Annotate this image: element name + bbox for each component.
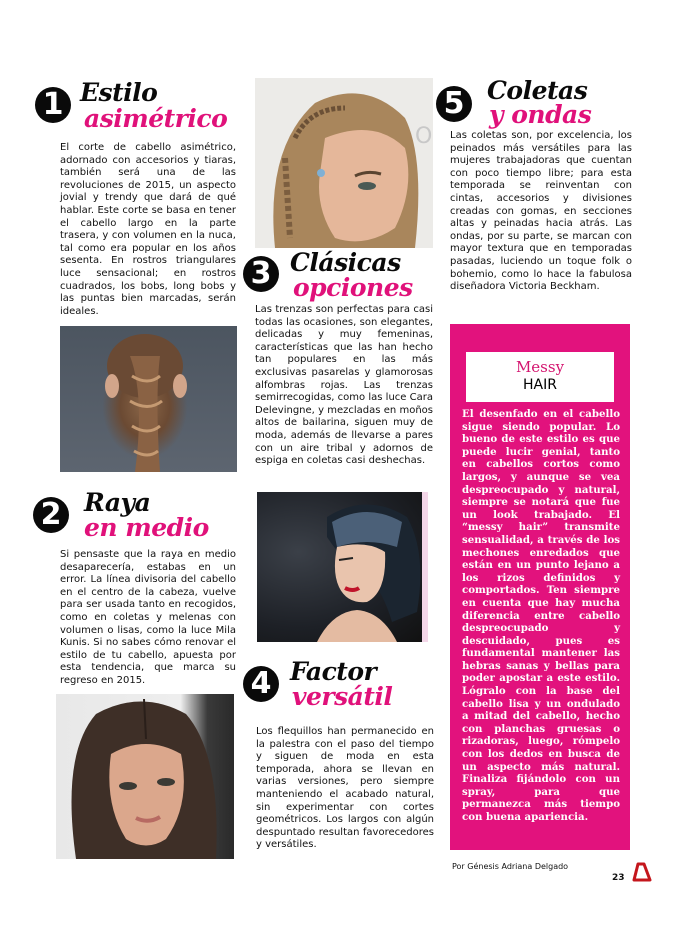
side-braids-illustration-icon bbox=[255, 78, 433, 248]
section-1-title-line1: Estilo bbox=[80, 78, 158, 107]
bob-bangs-illustration-icon bbox=[257, 492, 422, 642]
number-badge-1: 1 bbox=[35, 87, 71, 123]
section-3-body: Las trenzas son perfectas para casi todas las ocasiones, son elegantes, delicadas y muy femeninas, características que las han hecho tan populares en las más exclusivas pasarelas y glamorosas alfombras rojas. Las trenzas semirrecogidas, como las luce Cara Delevingne, y mezcladas en moños altos de bailarina, siguen muy de moda, además de llevarse a pares con un aire tribal y adornos de espiga en coletas casi deshechas. bbox=[255, 304, 433, 467]
section-1-body: El corte de cabello asimétrico, adornado con accesorios y tiaras, también será una de las revoluciones de 2015, un aspecto jovial y trendy que dará de qué hablar. Este corte se basa en tener el cabello largo en la parte trasera, y con volumen en la nuca, tal como era popular en los años sesenta. En rostros triangulares luce sensacional; en rostros cuadrados, los bobs, long bobs y las puntas bien marcadas, serán ideales. bbox=[60, 142, 236, 317]
section-3-title-line2: opciones bbox=[293, 273, 413, 302]
section-4-title-line1: Factor bbox=[290, 657, 377, 686]
photo-side-braids bbox=[255, 78, 433, 248]
section-2-body: Si pensaste que la raya en medio desaparecería, estabas en un error. La línea divisoria del cabello en el centro de la cabeza, vuelve para ser usada tanto en recogidos, como en coletas y melenas con volumen o lisas, como la luce Mila Kunis. Si no sabes cómo renovar el estilo de tu cabello, apuesta por esta tendencia, que marca su regreso en 2015. bbox=[60, 549, 236, 686]
page-number: 23 bbox=[612, 873, 625, 883]
section-5-title-line1: Coletas bbox=[487, 76, 588, 105]
sidebar-body: El desenfado en el cabello sigue siendo popular. Lo bueno de este estilo es que puede lucir genial, tanto en cabellos cortos como largos, y aunque se vea despreocupado y natural, siempre se notará que fue un look trabajado. El “messy hair” transmite sensualidad, a través de los mechones enredados que están en un punto lejano a los rizos definidos y comportados. Ten siempre en cuenta que hay mucha diferencia entre cabello despreocupado y descuidado, pues es fundamental mantener las hebras sanas y bellas para poder apostar a este estilo. Lógralo con la base del cabello lisa y un ondulado a mitad del cabello, hecho con planchas gruesas o rizadoras, luego, rómpelo con los dedos en busca de un aspecto más natural. Finaliza fijándolo con un spray, para que permanezca más tiempo con buena apariencia. bbox=[462, 408, 620, 823]
photo-bob-bangs bbox=[257, 492, 422, 642]
photo-braid-back bbox=[60, 326, 237, 472]
number-badge-4: 4 bbox=[243, 666, 279, 702]
number-badge-2: 2 bbox=[33, 497, 69, 533]
byline: Por Génesis Adriana Delgado bbox=[452, 862, 569, 871]
sidebar-title-box bbox=[466, 352, 614, 402]
svg-text:O: O bbox=[415, 124, 433, 149]
messy-hair-sidebar bbox=[450, 324, 630, 850]
sidebar-title-line2: HAIR bbox=[523, 377, 557, 393]
section-1-title-line2: asimétrico bbox=[84, 104, 228, 133]
photo-middle-part bbox=[56, 694, 234, 859]
section-4-title-line2: versátil bbox=[292, 682, 393, 711]
section-5-title-line2: y ondas bbox=[489, 100, 592, 129]
braid-illustration-icon bbox=[60, 326, 237, 472]
section-2-title-line1: Raya bbox=[84, 488, 151, 517]
number-badge-5: 5 bbox=[436, 86, 472, 122]
section-2-title-line2: en medio bbox=[84, 513, 209, 542]
triangle-logo-icon bbox=[632, 862, 652, 882]
section-3-title-line1: Clásicas bbox=[290, 248, 401, 277]
section-5-body: Las coletas son, por excelencia, los peinados más versátiles para las mujeres trabajadoras que cuentan con poco tiempo libre; para esta temporada se reinventan con cintas, accesorios y divisiones creadas con gomas, en secciones altas y peinadas hacia atrás. Las ondas, por su parte, se marcan con mayor textura que en temporadas pasadas, luciendo un toque folk o bohemio, como lo hace la fabulosa diseñadora Victoria Beckham. bbox=[450, 130, 632, 293]
middle-part-illustration-icon bbox=[56, 694, 234, 859]
pink-edge-strip bbox=[422, 492, 428, 642]
sidebar-title-line1: Messy bbox=[515, 358, 565, 376]
section-4-body: Los flequillos han permanecido en la palestra con el paso del tiempo y siguen de moda en esta temporada, ahora se llevan en varias versiones, pero siempre manteniendo el acabado natural, sin experimentar con cortes geométricos. Los largos con algún despuntado resultan favorecedores y versátiles. bbox=[256, 726, 434, 851]
number-badge-3: 3 bbox=[243, 256, 279, 292]
